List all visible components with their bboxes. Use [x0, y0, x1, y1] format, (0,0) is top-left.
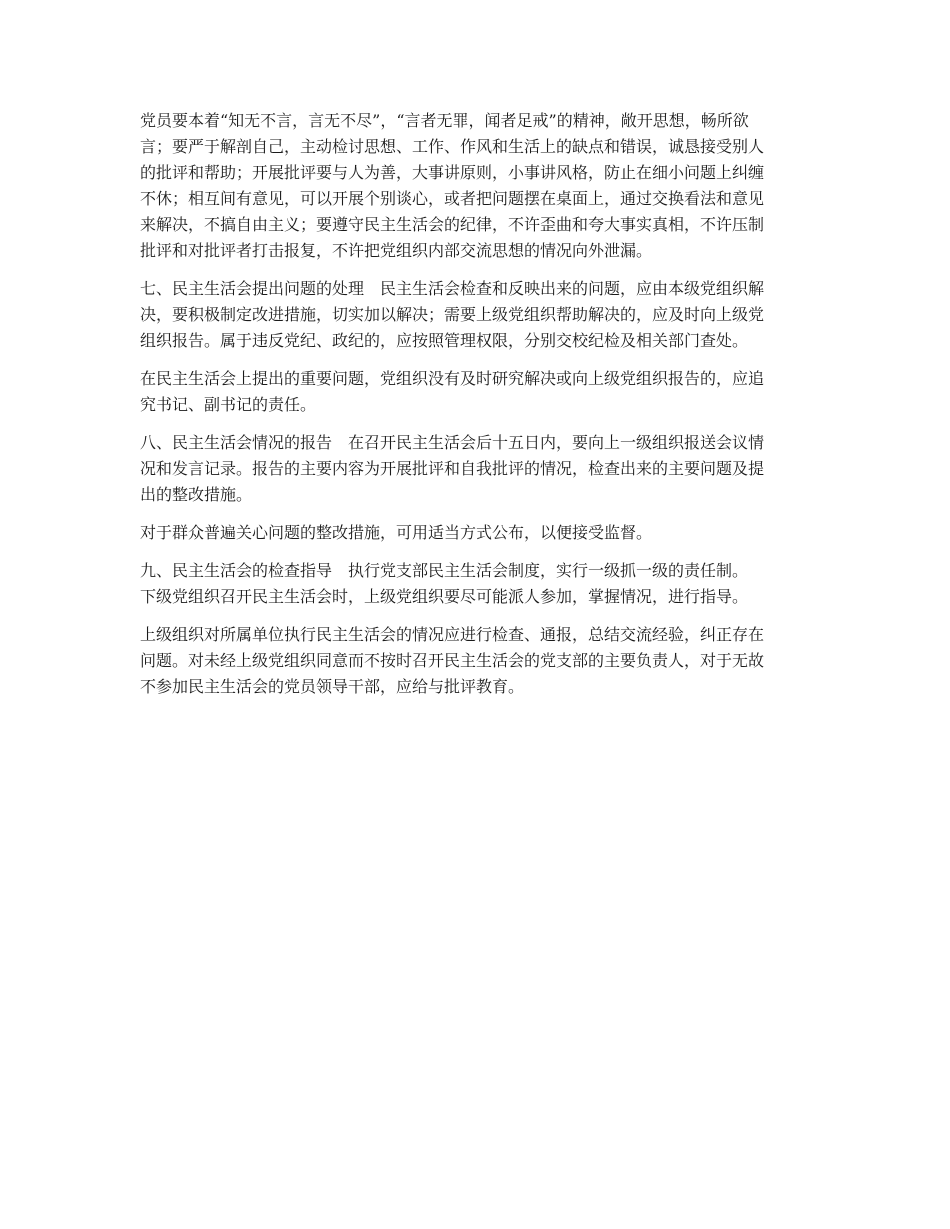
- paragraph-accountability: [140, 366, 808, 418]
- paragraph-section-7: [140, 276, 808, 354]
- text-line: 上级组织对所属单位执行民主生活会的情况应进行检查、通报，总结交流经验，纠正存在: [140, 625, 765, 644]
- text-line: 在民主生活会上提出的重要问题，党组织没有及时研究解决或向上级党组织报告的，应追: [140, 369, 765, 388]
- text-line: 出的整改措施。: [140, 485, 253, 504]
- text-line: 党员要本着“知无不言，言无不尽”，“言者无罪，闻者足戒”的精神，敞开思想，畅所欲: [140, 111, 749, 130]
- text-line: 不休；相互间有意见，可以开展个别谈心，或者把问题摆在桌面上，通过交换看法和意见: [140, 189, 765, 208]
- paragraph-supervision: [140, 622, 808, 700]
- text-line: 八、民主生活会情况的报告 在召开民主生活会后十五日内，要向上一级组织报送会议情: [140, 433, 765, 452]
- text-line: 问题。对未经上级党组织同意而不按时召开民主生活会的党支部的主要负责人，对于无故: [140, 651, 765, 670]
- paragraph-section-8: [140, 430, 808, 508]
- text-line: 组织报告。属于违反党纪、政纪的，应按照管理权限，分别交校纪检及相关部门查处。: [140, 331, 749, 350]
- text-line: 况和发言记录。报告的主要内容为开展批评和自我批评的情况，检查出来的主要问题及提: [140, 459, 765, 478]
- paragraph-section-9: [140, 558, 808, 610]
- text-line: 对于群众普遍关心问题的整改措施，可用适当方式公布，以便接受监督。: [140, 523, 653, 542]
- text-line: 来解决，不搞自由主义；要遵守民主生活会的纪律，不许歪曲和夸大事实真相，不许压制: [140, 215, 765, 234]
- text-line: 言；要严于解剖自己，主动检讨思想、工作、作风和生活上的缺点和错误，诚恳接受别人: [140, 137, 765, 156]
- text-line: 下级党组织召开民主生活会时，上级党组织要尽可能派人参加，掌握情况，进行指导。: [140, 587, 749, 606]
- text-line: 七、民主生活会提出问题的处理 民主生活会检查和反映出来的问题，应由本级党组织解: [140, 279, 765, 298]
- text-line: 不参加民主生活会的党员领导干部，应给与批评教育。: [140, 677, 525, 696]
- paragraph-criticism-guidelines: [140, 108, 808, 264]
- text-line: 九、民主生活会的检查指导 执行党支部民主生活会制度，实行一级抓一级的责任制。: [140, 561, 749, 580]
- text-line: 究书记、副书记的责任。: [140, 395, 317, 414]
- text-line: 批评和对批评者打击报复，不许把党组织内部交流思想的情况向外泄漏。: [140, 241, 653, 260]
- paragraph-public-announcement: [140, 520, 808, 546]
- document-body: [140, 108, 808, 712]
- text-line: 决，要积极制定改进措施，切实加以解决；需要上级党组织帮助解决的，应及时向上级党: [140, 305, 765, 324]
- text-line: 的批评和帮助；开展批评要与人为善，大事讲原则，小事讲风格，防止在细小问题上纠缠: [140, 163, 765, 182]
